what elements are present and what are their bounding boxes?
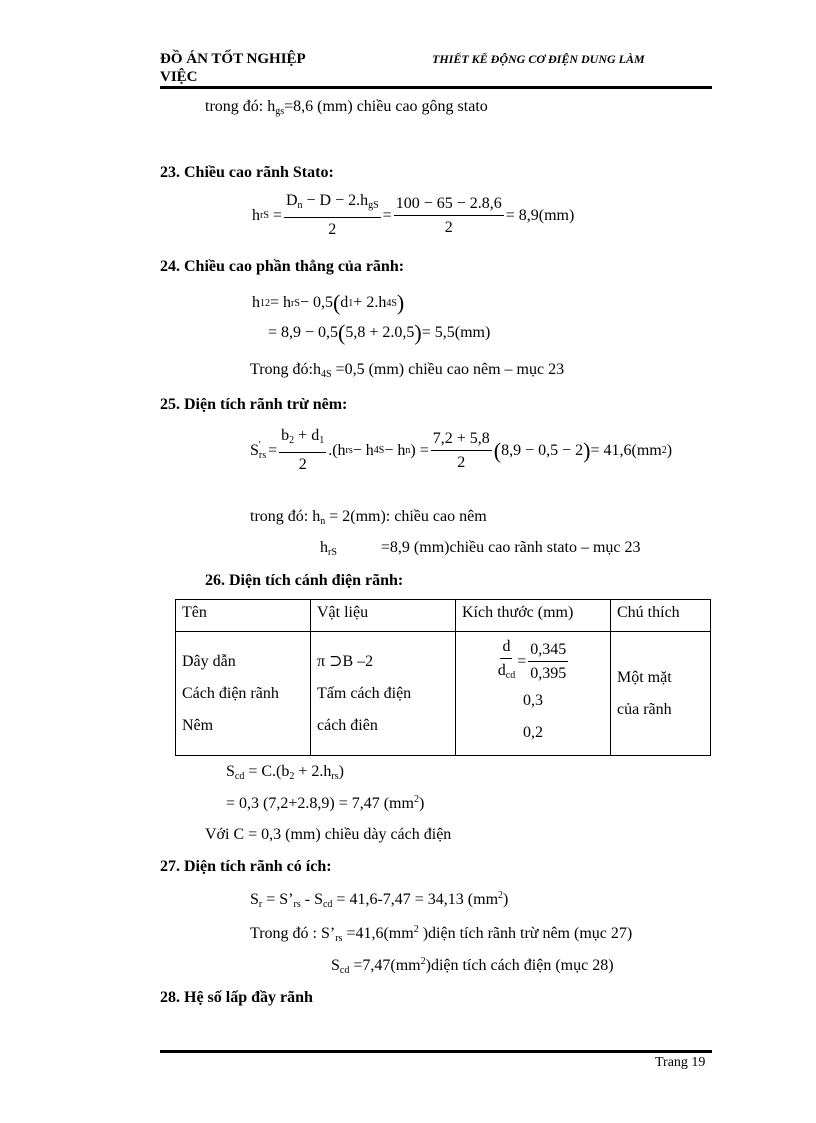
table-header-row: [176, 600, 711, 632]
header-right: THIẾT KẾ ĐỘNG CƠ ĐIỆN DUNG LÀM: [432, 52, 645, 66]
section-26-formula-line2: = 0,3 (7,2+2.8,9) = 7,47 $(mm^2)$: [226, 794, 425, 812]
header-rule: [160, 86, 712, 89]
section-25-title: 25. Diện tích rãnh trừ nêm:: [160, 396, 348, 413]
section-25-note1: trong đó: $h_n = 2(mm)$: chiều cao nêm: [250, 508, 487, 527]
section-23-title: 23. Chiều cao rãnh Stato:: [160, 164, 334, 181]
fraction: $\frac{100 - 65 - 2.8,6}{2}$: [395, 194, 502, 236]
section-24-note: Trong $đó:h_{4S} =0,5$ (mm) chiều cao nêm – mục 23: [250, 361, 565, 380]
table-cell-sizes: $\frac{d}{d_{cd}}$ = $\frac{0,345}{0,395}$ 0,3 0,2: [456, 632, 611, 756]
section-27-formula: $S_r$ = $S’_{rs} - S_{cd} = 41,6-7,47 = 34,13$ $(mm^2)$: [250, 890, 509, 910]
table-header: Vật liệu: [311, 600, 456, 632]
table-header: Kích thước (mm): [456, 600, 611, 632]
section-24-formula-line1: h 12 = h rS − 0,5 ( d 1 + 2.h 4S ): [252, 290, 405, 315]
section-26-formula-line1: $S_{cd} = C.(b_2 + 2.h_{rs})$: [226, 763, 344, 782]
header-title-continued: VIỆC: [160, 69, 198, 85]
section-27-note2: $S_{cd}$ $=7,47(mm^2)diện$ tích cách điện (mục 28): [331, 956, 614, 976]
section-28-title: 28. Hệ số lấp đầy rãnh: [160, 989, 313, 1006]
fraction: $\frac{D_n - D - 2.h_{gS}}{2}$: [285, 192, 379, 238]
section-26-note: Với C = 0,3 (mm) chiều dày cách điện: [205, 826, 452, 843]
table-cell-note: Một mặt của rãnh: [611, 632, 711, 756]
section-23-formula: h rS = $\frac{D_n - D - 2.h_{gS}}{2}$ = $\frac{100 - 65 - 2.8,6}{2}$ = 8,9(mm): [252, 192, 575, 238]
table-cell-materials: π ⊃B –2 Tấm cách điện cách điên: [311, 632, 456, 756]
fraction: $\frac{7,2 + 5,8}{2}$: [432, 429, 490, 471]
table-row: [176, 632, 711, 756]
header-title: ĐỒ ÁN TỐT NGHIỆP: [160, 51, 306, 67]
section-27-title: 27. Diện tích rãnh có ích:: [160, 858, 332, 875]
section-24-title: 24. Chiều cao phần thẳng của rãnh:: [160, 258, 405, 275]
insulation-table: [175, 599, 711, 756]
footer-rule: [160, 1050, 712, 1053]
section-25-formula: S ' rs = $\frac{b_2 + d_1}{2}$ .(h rs − h 4S − h n ) = $\frac{7,2 + 5,8}{2}$ ( 8,9 − 0,5 − 2 ) = 41,6(mm 2 ): [250, 427, 673, 473]
size-ratio: $\frac{d}{d_{cd}}$ = $\frac{0,345}{0,395}$: [497, 638, 567, 682]
page-number: Trang 19: [655, 1055, 706, 1070]
intro-line: trong đó: $h_{gs}=8,6$ (mm) chiều cao gông stato: [205, 98, 488, 117]
table-cell-names: Dây dẫn Cách điện rãnh Nêm: [176, 632, 311, 756]
section-26-title: 26. Diện tích cánh điện rãnh:: [205, 572, 404, 589]
table-header: Tên: [176, 600, 311, 632]
section-24-formula-line2: = 8,9 − 0,5 ( 5,8 + 2.0,5 ) = 5,5(mm): [268, 320, 491, 345]
section-27-note1: Trong đó : $S’_{rs} =41,6(mm^2$ )diện tích rãnh trừ nêm (mục 27): [250, 924, 633, 944]
table-header: Chú thích: [611, 600, 711, 632]
section-25-note2: $h_{rS} =8,9$ (mm)chiều cao rãnh stato – mục 23: [320, 539, 641, 558]
fraction: $\frac{b_2 + d_1}{2}$: [281, 427, 325, 473]
header-left: [160, 50, 306, 86]
